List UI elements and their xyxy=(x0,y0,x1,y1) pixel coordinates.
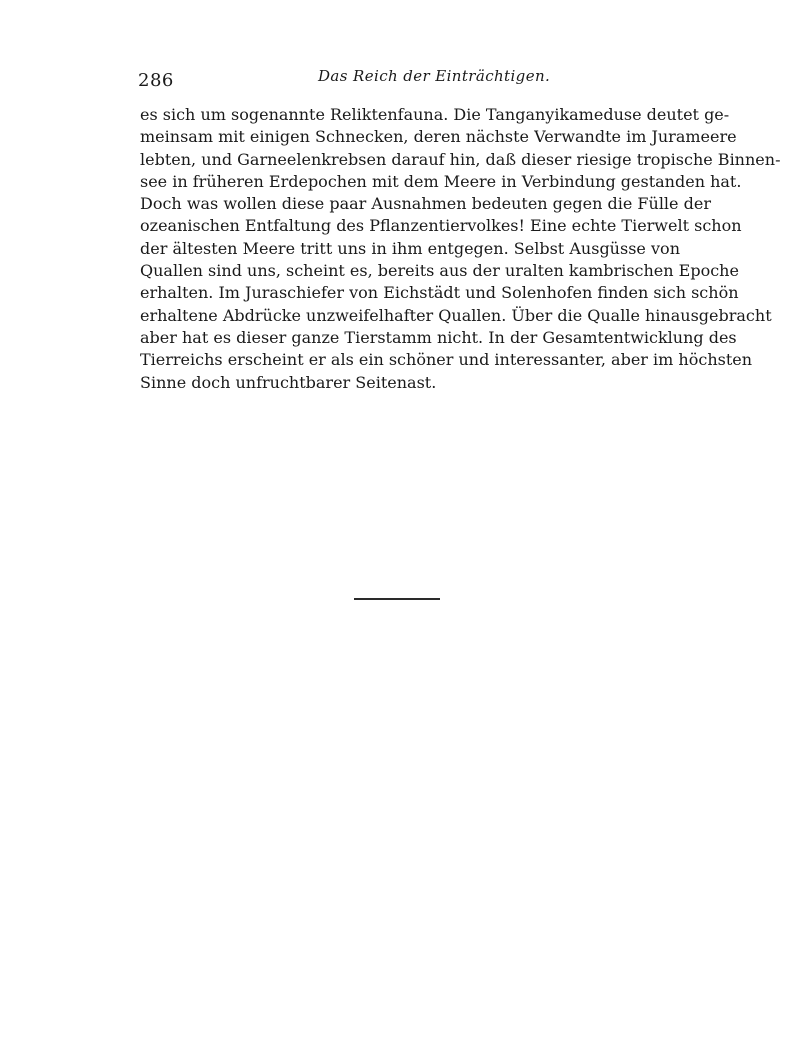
text-line: erhaltene Abdrücke unzweifelhafter Quallen. Über die Qualle hinausgebracht xyxy=(140,305,772,325)
text-line: es sich um sogenannte Reliktenfauna. Die Tanganyikameduse deutet ge- xyxy=(140,105,730,124)
text-line: ozeanischen Entfaltung des Pflanzentiervolkes! Eine echte Tierwelt schon xyxy=(140,216,742,236)
text-line: Doch was wollen diese paar Ausnahmen bedeuten gegen die Fülle der xyxy=(140,194,711,214)
text-line: erhalten. Im Juraschiefer von Eichstädt und Solenhofen finden sich schön xyxy=(140,283,739,303)
body-paragraph xyxy=(140,104,781,394)
text-line: Sinne doch unfruchtbarer Seitenast. xyxy=(140,372,437,392)
text-line: Quallen sind uns, scheint es, bereits aus der uralten kambrischen Epoche xyxy=(140,261,739,281)
text-line: see in früheren Erdepochen mit dem Meere in Verbindung gestanden hat. xyxy=(140,171,742,191)
text-line: lebten, und Garneelenkrebsen darauf hin, daß dieser riesige tropische Binnen- xyxy=(140,149,781,169)
text-line: Tierreichs erscheint er als ein schöner und interessanter, aber im höchsten xyxy=(140,350,753,370)
text-line: der ältesten Meere tritt uns in ihm entgegen. Selbst Ausgüsse von xyxy=(140,238,680,258)
section-end-rule xyxy=(354,598,440,600)
running-head-title: Das Reich der Einträchtigen. xyxy=(318,67,551,85)
text-line: meinsam mit einigen Schnecken, deren nächste Verwandte im Jurameere xyxy=(140,127,737,147)
page-number: 286 xyxy=(138,70,174,91)
text-line: aber hat es dieser ganze Tierstamm nicht. In der Gesamtentwicklung des xyxy=(140,327,737,347)
